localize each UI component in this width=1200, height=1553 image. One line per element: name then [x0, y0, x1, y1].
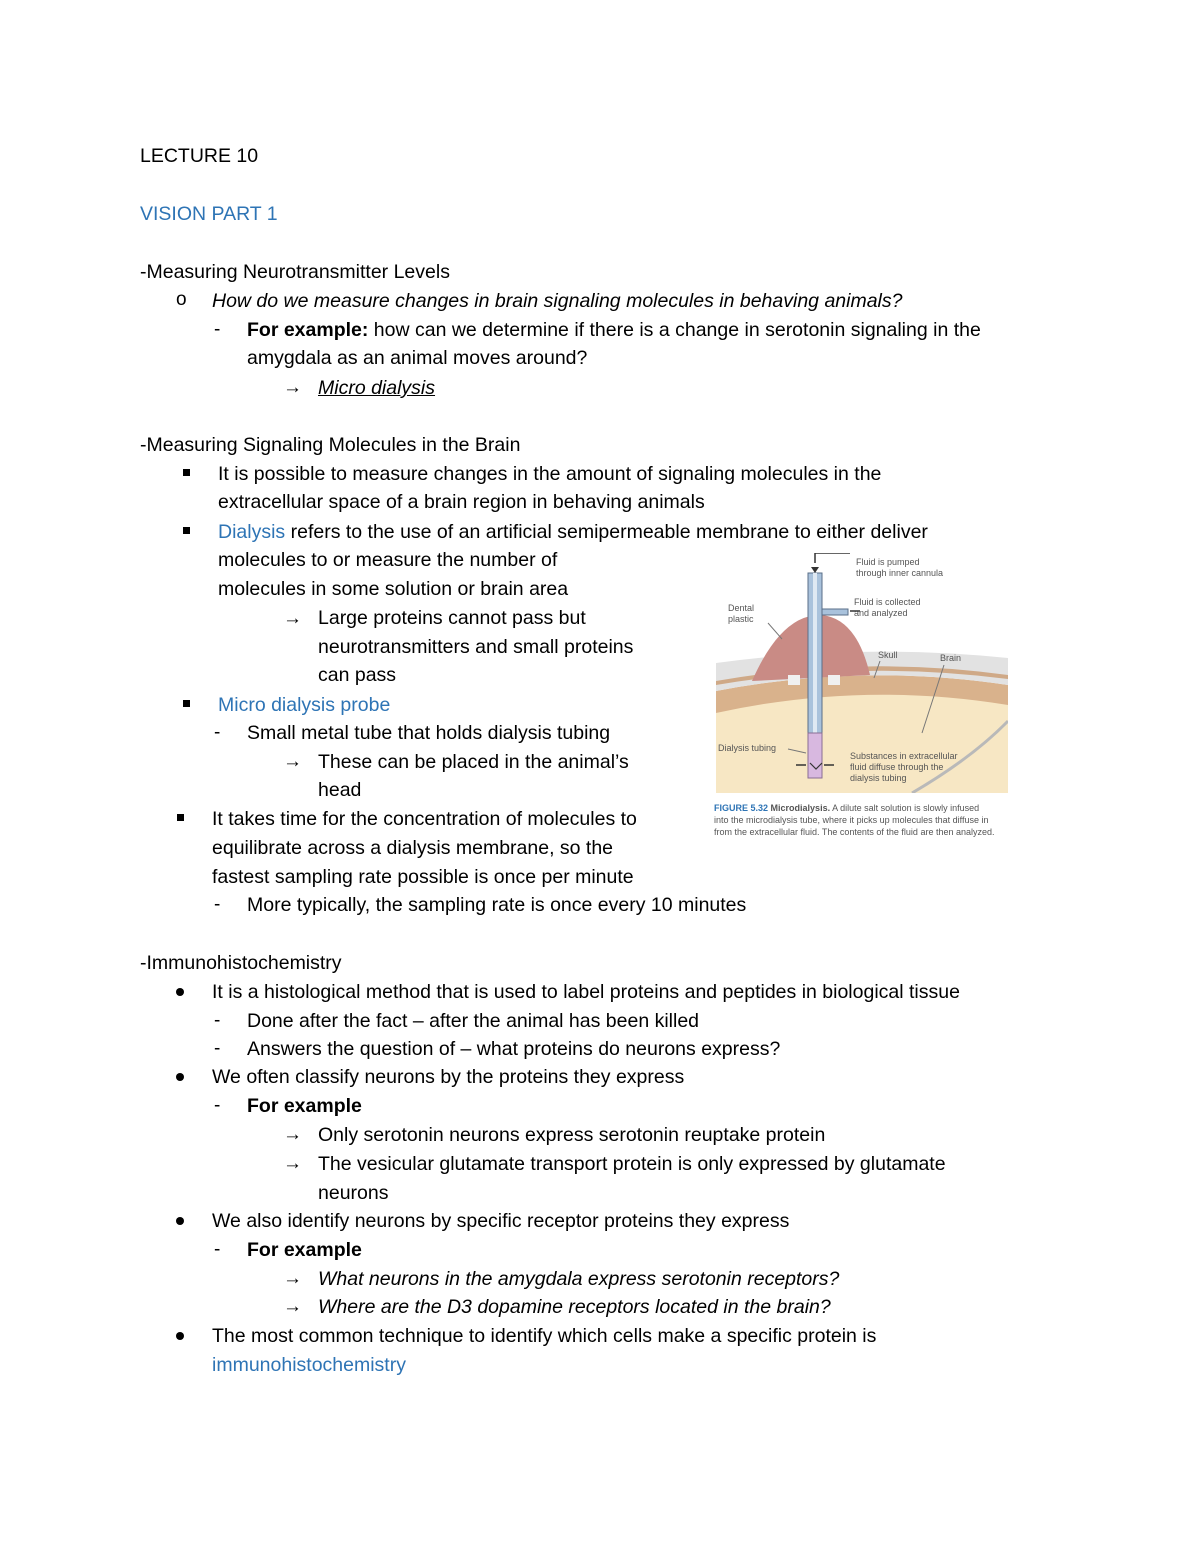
s2-b2-arrow-line3: can pass [318, 664, 397, 686]
square-bullet [183, 469, 190, 476]
s3-b1-sub2: Answers the question of – what proteins do neurons express? [247, 1038, 781, 1060]
arrow-marker: → [283, 1124, 302, 1145]
dot-bullet [176, 1332, 184, 1340]
section-subtitle: VISION PART 1 [140, 203, 278, 225]
s3-b1-sub1: Done after the fact – after the animal has been killed [247, 1010, 700, 1032]
label-fluid-collected-1: Fluid is collected [854, 597, 921, 607]
label-substances-2: fluid diffuse through the [850, 762, 944, 772]
s2-b3-sub: Small metal tube that holds dialysis tubing [247, 722, 611, 744]
outlet-tube [822, 609, 848, 615]
page-title: LECTURE 10 [140, 145, 259, 167]
s2-b2-line1 [218, 518, 928, 546]
s3-b3-arrow1: What neurons in the amygdala express serotonin receptors? [318, 1268, 840, 1290]
s3-b2-example: For example [247, 1095, 362, 1117]
s1-example [247, 316, 981, 344]
s2-b4-line2: equilibrate across a dialysis membrane, so the [212, 837, 614, 859]
square-bullet [177, 814, 184, 821]
s1-example-line2: amygdala as an animal moves around? [247, 347, 588, 369]
s2-b3-arrow-line1: These can be placed in the animal’s [318, 751, 629, 773]
caption-title: Microdialysis. [770, 803, 831, 813]
square-bullet [183, 700, 190, 707]
figure-caption-line3: from the extracellular fluid. The contents of the fluid are then analyzed. [714, 827, 995, 837]
s2-b3-arrow-line2: head [318, 779, 362, 801]
pump-arrow-icon [811, 567, 819, 573]
s3-b2: We often classify neurons by the proteins they express [212, 1066, 685, 1088]
figure-caption-line1 [714, 803, 979, 814]
s2-b1-line1: It is possible to measure changes in the amount of signaling molecules in the [218, 463, 882, 485]
s1-heading: -Measuring Neurotransmitter Levels [140, 261, 450, 283]
label-fluid-pumped-1: Fluid is pumped [856, 557, 920, 567]
s3-b1: It is a histological method that is used to label proteins and peptides in biological tissue [212, 981, 960, 1003]
arrow-marker: → [283, 751, 302, 772]
s2-heading: -Measuring Signaling Molecules in the Brain [140, 434, 521, 456]
label-dental-2: plastic [728, 614, 754, 624]
skull-hole-right [828, 675, 840, 685]
microdialysis-figure [712, 553, 1008, 853]
caption-figure-number: FIGURE 5.32 [714, 803, 769, 813]
dash-marker: - [214, 1095, 221, 1116]
dash-marker: - [214, 894, 221, 915]
s3-b3: We also identify neurons by specific receptor proteins they express [212, 1210, 790, 1232]
s1-example-label: For example: [247, 319, 369, 341]
s2-b2-line2: molecules to or measure the number of [218, 549, 558, 571]
s3-b2-arrow2-line1: The vesicular glutamate transport protein is only expressed by glutamate [318, 1153, 946, 1175]
dialysis-tubing [808, 733, 822, 778]
s3-b4-line1: The most common technique to identify which cells make a specific protein is [212, 1325, 877, 1347]
label-dialysis-tubing: Dialysis tubing [718, 743, 777, 753]
arrow-marker: → [283, 1153, 302, 1174]
caption-text1: A dilute salt solution is slowly infused [830, 803, 980, 813]
label-skull: Skull [878, 650, 898, 660]
s3-b2-arrow2-line2: neurons [318, 1182, 389, 1204]
arrow-marker: → [283, 608, 302, 629]
dash-marker: - [214, 319, 221, 340]
s3-b3-example: For example [247, 1239, 362, 1261]
skull-hole-left [788, 675, 800, 685]
dot-bullet [176, 988, 184, 996]
arrow-marker: → [283, 377, 302, 398]
term-dialysis: Dialysis [218, 521, 286, 543]
dash-marker: - [214, 1239, 221, 1260]
label-dental-1: Dental [728, 603, 755, 613]
s2-b4-sub: More typically, the sampling rate is once every 10 minutes [247, 894, 747, 916]
s1-example-text: how can we determine if there is a change in serotonin signaling in the [368, 319, 981, 341]
label-substances-1: Substances in extracellular [850, 751, 958, 761]
leader-dental [768, 623, 782, 639]
arrow-marker: → [283, 1268, 302, 1289]
dash-marker: - [214, 1038, 221, 1059]
s2-b2-arrow-line2: neurotransmitters and small proteins [318, 636, 634, 658]
dot-bullet [176, 1073, 184, 1081]
s3-b3-arrow2: Where are the D3 dopamine receptors located in the brain? [318, 1296, 831, 1318]
label-fluid-pumped-2: through inner cannula [856, 568, 944, 578]
label-brain: Brain [940, 653, 962, 663]
dash-marker: - [214, 722, 221, 743]
arrow-marker: → [283, 1296, 302, 1317]
dot-bullet [176, 1217, 184, 1225]
s3-heading: -Immunohistochemistry [140, 952, 342, 974]
label-fluid-collected-2: and analyzed [854, 608, 908, 618]
s1-answer: Micro dialysis [318, 377, 436, 399]
s2-b4-line1: It takes time for the concentration of molecules to [212, 808, 637, 830]
s2-b2-arrow-line1: Large proteins cannot pass but [318, 607, 586, 629]
term-immunohistochemistry: immunohistochemistry [212, 1354, 406, 1376]
square-bullet [183, 527, 190, 534]
term-micro-dialysis-probe: Micro dialysis probe [218, 694, 391, 716]
s2-b4-line3: fastest sampling rate possible is once per minute [212, 866, 634, 888]
s2-b2-text: refers to the use of an artificial semipermeable membrane to either deliver [285, 521, 928, 543]
s2-b1-line2: extracellular space of a brain region in behaving animals [218, 491, 705, 513]
s2-b2-line3: molecules in some solution or brain area [218, 578, 569, 600]
figure-caption-line2: into the microdialysis tube, where it picks up molecules that diffuse in [714, 815, 989, 825]
circle-bullet: o [176, 289, 187, 310]
dash-marker: - [214, 1010, 221, 1031]
s1-question: How do we measure changes in brain signaling molecules in behaving animals? [212, 290, 903, 312]
s3-b2-arrow1: Only serotonin neurons express serotonin reuptake protein [318, 1124, 826, 1146]
label-substances-3: dialysis tubing [850, 773, 907, 783]
pump-arrow-line [815, 553, 850, 563]
